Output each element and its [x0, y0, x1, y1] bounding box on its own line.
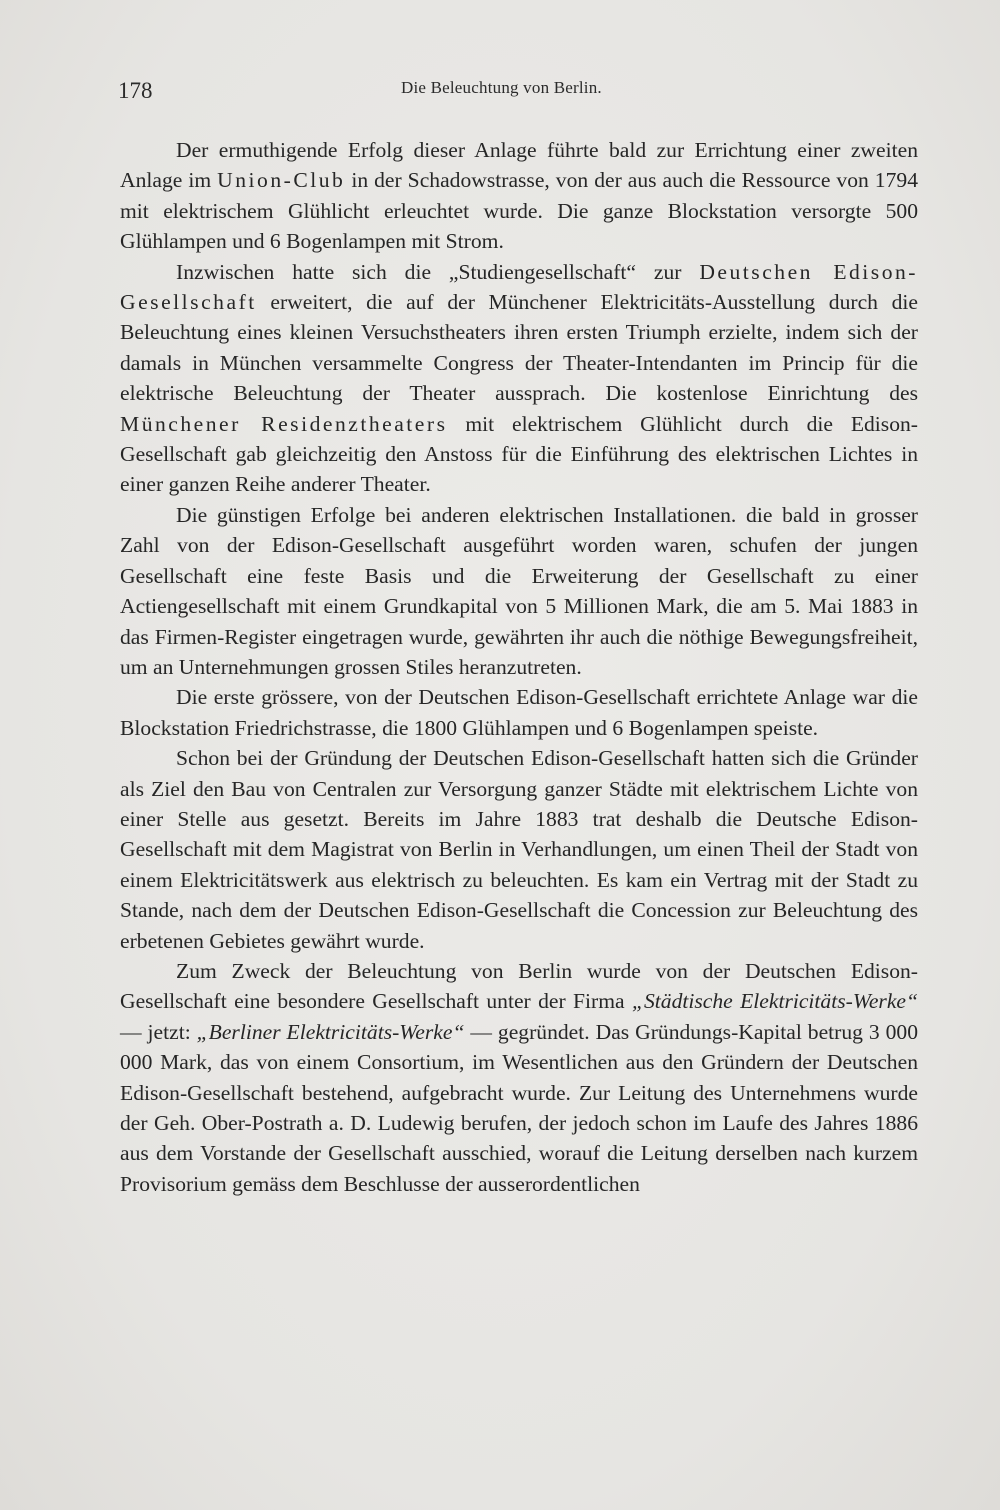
paragraph-5 — [120, 743, 918, 956]
running-title: Die Beleuchtung von Berlin. — [401, 78, 602, 97]
text-segment: Zum Zweck der Beleuchtung von Berlin wurde von der Deutschen Edison-Gesellschaft eine besondere Gesellschaft unter der Firma — [120, 958, 918, 1014]
text-segment: Inzwischen hatte sich die „Studiengesellschaft“ zur — [176, 259, 700, 284]
paragraph-6 — [120, 956, 918, 1199]
text-segment: erweitert, die auf der Münchener Elektricitäts-Ausstellung durch die Beleuchtung eines kleinen Versuchstheaters ihren ersten Triumph erzielte, indem sich der damals in München versammelte Congress der Theater-Intendanten im Princip für die elektrische Beleuchtung der Theater aussprach. Die kostenlose Einrichtung des — [120, 290, 918, 406]
text-segment: Schon bei der Gründung der Deutschen Edison-Gesellschaft hatten sich die Gründer als Ziel den Bau von Centralen zur Versorgung ganzer Städte mit elektrischem Lichte von einer Stelle aus gesetzt. Bereits im Jahre 1883 trat deshalb die Deutsche Edison-Gesellschaft mit dem Magistrat von Berlin in Verhandlungen, um einen Theil der Stadt von einem Elektricitätswerk aus elektrisch zu beleuchten. Es kam ein Vertrag mit der Stadt zu Stande, nach dem der Deutschen Edison-Gesellschaft die Concession zur Beleuchtung des erbetenen Gebietes gewährt wurde. — [120, 746, 918, 953]
paragraph-2 — [120, 257, 918, 500]
text-segment: mit elektrischem Glühlicht durch die Edison-Gesellschaft gab gleichzeitig den Anstoss für die Einführung des elektrischen Lichtes in einer ganzen Reihe anderer Theater. — [120, 411, 918, 497]
text-segment-spaced: Deutschen Edison-Gesellschaft — [120, 259, 918, 315]
paragraph-1 — [120, 135, 918, 257]
text-segment: — gegründet. Das Gründungs-Kapital betrug 3 000 000 Mark, das von einem Consortium, im Wesentlichen aus den Gründern der Deutschen Edison-Gesellschaft bestehend, aufgebracht wurde. Zur Leitung des Unternehmens wurde der Geh. Ober-Postrath a. D. Ludewig berufen, der jedoch schon im Laufe des Jahres 1886 aus dem Vorstande der Gesellschaft ausschied, worauf die Leitung derselben nach kurzem Provisorium gemäss dem Beschlusse der ausserordentlichen — [120, 1019, 918, 1196]
text-segment-italic: „Berliner Elektricitäts-Werke“ — [196, 1019, 465, 1044]
paragraph-4 — [120, 682, 918, 743]
text-segment: — jetzt: — [120, 1019, 197, 1044]
text-segment-spaced: Münchener Residenztheaters — [120, 411, 448, 436]
text-segment: Der ermuthigende Erfolg dieser Anlage führte bald zur Errichtung einer zweiten Anlage im — [120, 138, 918, 193]
page-header — [118, 72, 918, 108]
text-segment: in der Schadowstrasse, von der aus auch die Ressource von 1794 mit elektrischem Glühlicht erleuchtet wurde. Die ganze Blockstation versorgte 500 Glühlampen und 6 Bogenlampen mit Strom. — [120, 168, 918, 254]
text-segment-italic: „Städtische Elektricitäts-Werke“ — [631, 989, 918, 1014]
paragraph-3 — [120, 500, 918, 682]
body-text — [120, 135, 918, 1199]
page-number: 178 — [118, 78, 153, 103]
text-segment: Die erste grössere, von der Deutschen Edison-Gesellschaft errichtete Anlage war die Blockstation Friedrichstrasse, die 1800 Glühlampen und 6 Bogenlampen speiste. — [120, 685, 918, 740]
text-segment-spaced: Union-Club — [217, 168, 346, 193]
text-segment: Die günstigen Erfolge bei anderen elektrischen Installationen. die bald in grosser Zahl von der Edison-Gesellschaft ausgeführt worden waren, schufen der jungen Gesellschaft eine feste Basis und die Erweiterung der Gesellschaft zu einer Actiengesellschaft mit einem Grundkapital von 5 Millionen Mark, die am 5. Mai 1883 in das Firmen-Register eingetragen wurde, gewährten ihr auch die nöthige Bewegungsfreiheit, um an Unternehmungen grossen Stiles heranzutreten. — [120, 502, 918, 679]
